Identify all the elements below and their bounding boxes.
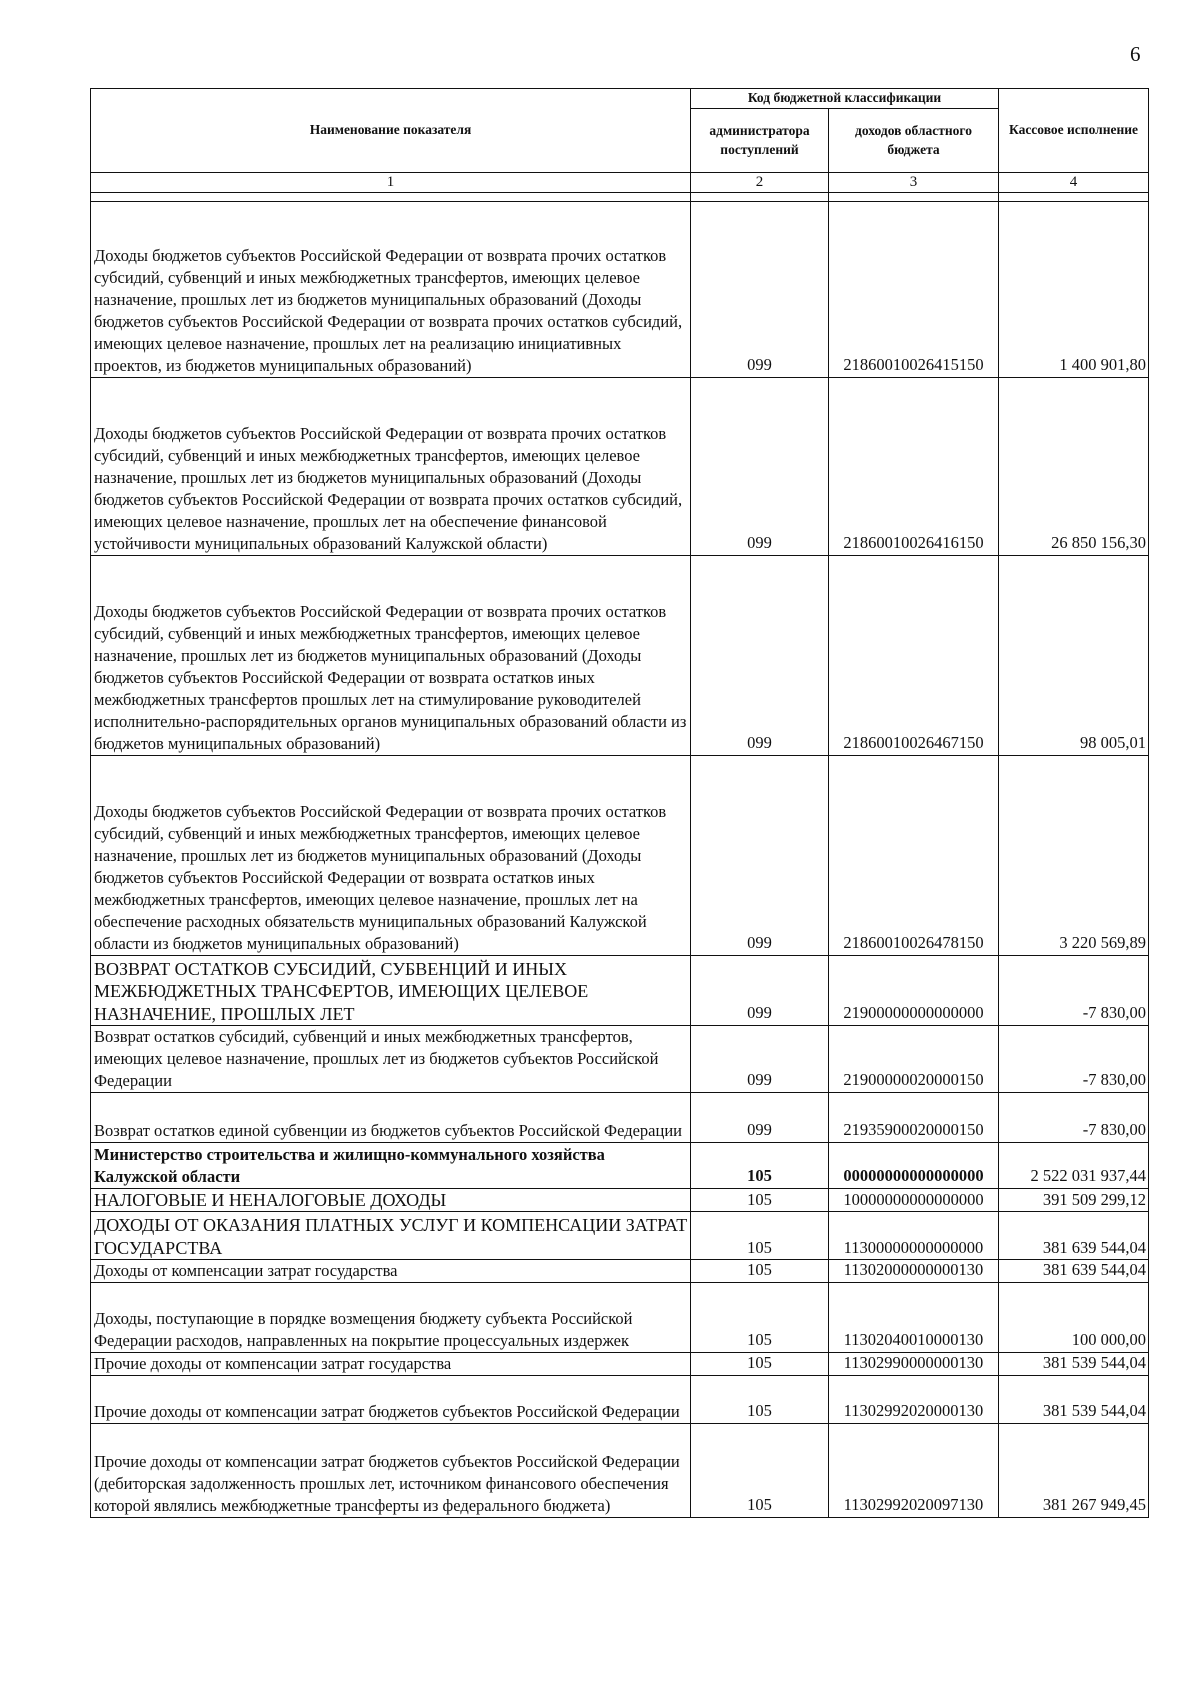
row-amount: 2 522 031 937,44: [999, 1142, 1149, 1188]
row-admin: 105: [691, 1260, 829, 1283]
row-admin: 105: [691, 1353, 829, 1376]
row-amount: 381 639 544,04: [999, 1212, 1149, 1260]
row-name: ДОХОДЫ ОТ ОКАЗАНИЯ ПЛАТНЫХ УСЛУГ И КОМПЕНСАЦИИ ЗАТРАТ ГОСУДАРСТВА: [91, 1212, 691, 1260]
row-amount: 100 000,00: [999, 1283, 1149, 1353]
row-amount: 3 220 569,89: [999, 756, 1149, 956]
row-admin: 105: [691, 1424, 829, 1518]
page-number: 6: [1130, 42, 1141, 66]
row-admin: 099: [691, 378, 829, 556]
header-name: Наименование показателя: [91, 89, 691, 173]
header-admin: администратора поступлений: [691, 109, 829, 173]
row-amount: 381 639 544,04: [999, 1260, 1149, 1283]
row-amount: 1 400 901,80: [999, 202, 1149, 378]
colnum-3: 3: [829, 173, 999, 193]
colnum-2: 2: [691, 173, 829, 193]
row-name: Доходы бюджетов субъектов Российской Федерации от возврата прочих остатков субсидий, субвенций и иных межбюджетных трансфертов, имеющих целевое назначение, прошлых лет из бюджетов муниципальных образований (Доходы бюджетов субъектов Российской Федерации от возврата прочих остатков субсидий, имеющих целевое назначение, прошлых лет на обеспечение финансовой устойчивости муниципальных образований Калужской области): [91, 378, 691, 556]
row-code: 21860010026467150: [829, 556, 999, 756]
row-admin: 099: [691, 756, 829, 956]
row-amount: -7 830,00: [999, 1026, 1149, 1093]
row-name: Доходы бюджетов субъектов Российской Федерации от возврата прочих остатков субсидий, субвенций и иных межбюджетных трансфертов, имеющих целевое назначение, прошлых лет из бюджетов муниципальных образований (Доходы бюджетов субъектов Российской Федерации от возврата прочих остатков субсидий, имеющих целевое назначение, прошлых лет на реализацию инициативных проектов, из бюджетов муниципальных образований): [91, 202, 691, 378]
row-name: ВОЗВРАТ ОСТАТКОВ СУБСИДИЙ, СУБВЕНЦИЙ И ИНЫХ МЕЖБЮДЖЕТНЫХ ТРАНСФЕРТОВ, ИМЕЮЩИХ ЦЕЛЕВОЕ НАЗНАЧЕНИЕ, ПРОШЛЫХ ЛЕТ: [91, 956, 691, 1026]
row-admin: 105: [691, 1142, 829, 1188]
row-code: 10000000000000000: [829, 1188, 999, 1212]
table-row: [91, 756, 1149, 956]
row-name: Прочие доходы от компенсации затрат бюджетов субъектов Российской Федерации (дебиторская задолженность прошлых лет, источником финансового обеспечения которой являлись межбюджетные трансферты из федерального бюджета): [91, 1424, 691, 1518]
row-code: 21935900020000150: [829, 1092, 999, 1142]
colnum-1: 1: [91, 173, 691, 193]
row-name: Доходы от компенсации затрат государства: [91, 1260, 691, 1283]
row-name: Доходы, поступающие в порядке возмещения бюджету субъекта Российской Федерации расходов, направленных на покрытие процессуальных издержек: [91, 1283, 691, 1353]
row-admin: 099: [691, 202, 829, 378]
header-income: доходов областного бюджета: [829, 109, 999, 173]
table-row: [91, 1092, 1149, 1142]
table-row: [91, 1142, 1149, 1188]
row-amount: -7 830,00: [999, 1092, 1149, 1142]
table-row: [91, 956, 1149, 1026]
row-name: Возврат остатков единой субвенции из бюджетов субъектов Российской Федерации: [91, 1092, 691, 1142]
row-name: Прочие доходы от компенсации затрат государства: [91, 1353, 691, 1376]
row-name: Доходы бюджетов субъектов Российской Федерации от возврата прочих остатков субсидий, субвенций и иных межбюджетных трансфертов, имеющих целевое назначение, прошлых лет из бюджетов муниципальных образований (Доходы бюджетов субъектов Российской Федерации от возврата остатков иных межбюджетных трансфертов прошлых лет на стимулирование руководителей исполнительно-распорядительных органов муниципальных образований области из бюджетов муниципальных образований): [91, 556, 691, 756]
header-exec: Кассовое исполнение: [999, 89, 1149, 173]
row-code: 11300000000000000: [829, 1212, 999, 1260]
row-admin: 105: [691, 1212, 829, 1260]
row-amount: 381 539 544,04: [999, 1353, 1149, 1376]
row-code: 11302992020000130: [829, 1376, 999, 1424]
row-admin: 099: [691, 956, 829, 1026]
row-name: Министерство строительства и жилищно-коммунального хозяйства Калужской области: [91, 1142, 691, 1188]
budget-table: [90, 88, 1149, 1518]
row-code: 11302992020097130: [829, 1424, 999, 1518]
row-amount: 381 267 949,45: [999, 1424, 1149, 1518]
row-admin: 099: [691, 556, 829, 756]
row-amount: 381 539 544,04: [999, 1376, 1149, 1424]
row-admin: 105: [691, 1376, 829, 1424]
row-name: Прочие доходы от компенсации затрат бюджетов субъектов Российской Федерации: [91, 1376, 691, 1424]
table-row: [91, 1188, 1149, 1212]
table-row: [91, 1376, 1149, 1424]
row-code: 21900000000000000: [829, 956, 999, 1026]
row-code: 21860010026478150: [829, 756, 999, 956]
row-code: 21860010026416150: [829, 378, 999, 556]
row-amount: -7 830,00: [999, 956, 1149, 1026]
table-row: [91, 556, 1149, 756]
row-code: 11302040010000130: [829, 1283, 999, 1353]
row-admin: 105: [691, 1283, 829, 1353]
row-code: 11302000000000130: [829, 1260, 999, 1283]
row-amount: 391 509 299,12: [999, 1188, 1149, 1212]
table-row: [91, 1353, 1149, 1376]
table-row: [91, 1212, 1149, 1260]
row-code: 21900000020000150: [829, 1026, 999, 1093]
table-row: [91, 1260, 1149, 1283]
table-row: [91, 1424, 1149, 1518]
row-amount: 26 850 156,30: [999, 378, 1149, 556]
row-name: Доходы бюджетов субъектов Российской Федерации от возврата прочих остатков субсидий, субвенций и иных межбюджетных трансфертов, имеющих целевое назначение, прошлых лет из бюджетов муниципальных образований (Доходы бюджетов субъектов Российской Федерации от возврата остатков иных межбюджетных трансфертов, имеющих целевое назначение, прошлых лет на обеспечение расходных обязательств муниципальных образований Калужской области из бюджетов муниципальных образований): [91, 756, 691, 956]
row-admin: 105: [691, 1188, 829, 1212]
header-code-group: Код бюджетной классификации: [691, 89, 999, 109]
colnum-4: 4: [999, 173, 1149, 193]
table-row: [91, 378, 1149, 556]
table-row: [91, 1283, 1149, 1353]
row-name: Возврат остатков субсидий, субвенций и иных межбюджетных трансфертов, имеющих целевое назначение, прошлых лет из бюджетов субъектов Российской Федерации: [91, 1026, 691, 1093]
row-code: 21860010026415150: [829, 202, 999, 378]
row-code: 11302990000000130: [829, 1353, 999, 1376]
row-amount: 98 005,01: [999, 556, 1149, 756]
row-name: НАЛОГОВЫЕ И НЕНАЛОГОВЫЕ ДОХОДЫ: [91, 1188, 691, 1212]
table-row: [91, 202, 1149, 378]
table-row: [91, 1026, 1149, 1093]
row-code: 00000000000000000: [829, 1142, 999, 1188]
row-admin: 099: [691, 1026, 829, 1093]
row-admin: 099: [691, 1092, 829, 1142]
